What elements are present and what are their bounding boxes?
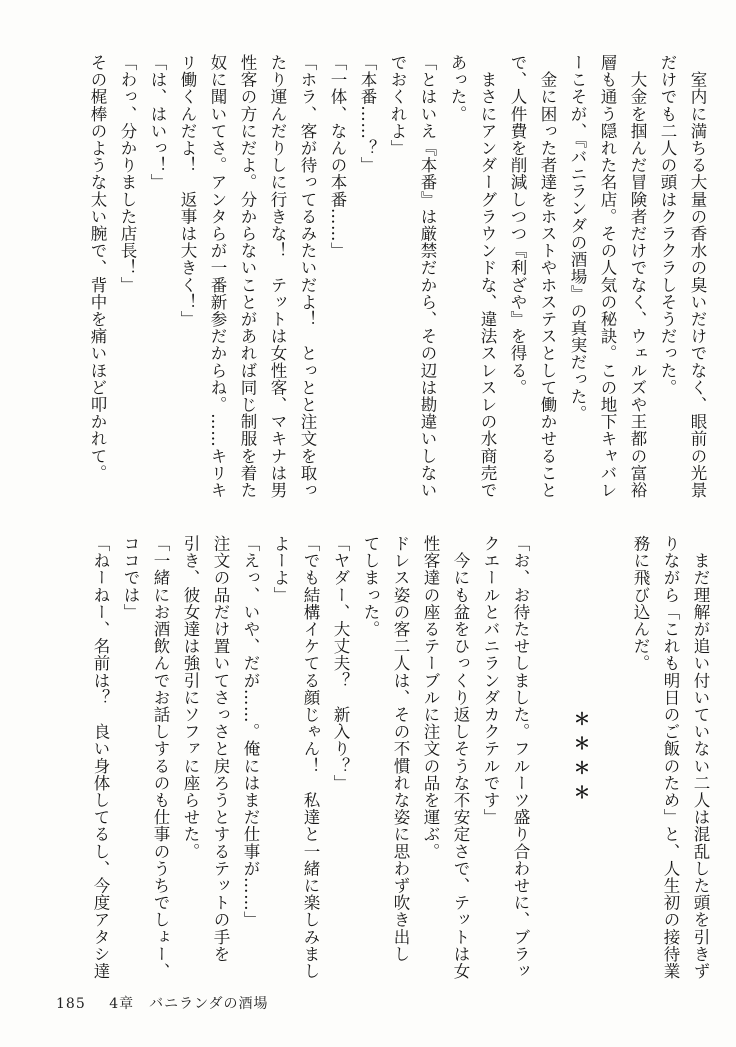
text-line: 今にも盆をひっくり返しそうな不安定さで、テットは女 (451, 535, 470, 980)
text-line: 務に飛び込んだ。 (631, 535, 650, 672)
text-line: 「えっ、いや、だが……。俺にはまだ仕事が……」 (241, 535, 260, 929)
bottom-text-block (85, 535, 715, 980)
text-line: 「一体、なんの本番……」 (328, 54, 347, 260)
top-text-block (82, 54, 712, 499)
text-line: 金に困った者達をホストやホステスとして働かせること (538, 54, 557, 499)
text-line: 室内に満ちる大量の香水の臭いだけでなく、眼前の光景 (688, 54, 707, 499)
text-line: てしまった。 (361, 535, 380, 638)
text-line: たり運んだりしに行きな！ テットは女性客、マキナは男 (268, 54, 287, 499)
page-footer (56, 993, 287, 1013)
text-line: 「ヤダー、大丈夫？ 新入り？」 (331, 535, 350, 792)
text-line: まだ理解が追い付いていない二人は混乱した頭を引きず (691, 535, 710, 980)
text-line: 注文の品だけ置いてさっさと戻ろうとするテットの手を (211, 535, 230, 963)
text-line: 性客の方にだよ。分からないことがあれば同じ制服を着た (238, 54, 257, 499)
text-line: で、人件費を削減しつつ『利ざや』を得る。 (508, 54, 527, 396)
text-line: 「は、はいっ！」 (148, 54, 167, 191)
scene-separator: ＊＊＊＊ (571, 710, 590, 808)
text-line: 「お、お待たせしました。フルーツ盛り合わせに、ブラッ (511, 535, 530, 980)
text-line: ココでは」 (121, 535, 140, 621)
text-line: 「ねーねー、名前は？ 良い身体してるし、今度アタシ達 (91, 535, 110, 980)
text-line: よーよ」 (271, 535, 290, 604)
text-line: 性客達の座るテーブルに注文の品を運ぶ。 (421, 535, 440, 860)
text-line: まさにアンダーグラウンドな、違法スレスレの水商売で (478, 54, 497, 499)
text-line: ーこそが、『バニランダの酒場』の真実だった。 (568, 54, 587, 422)
text-line: でおくれよ」 (388, 54, 407, 157)
text-line: 「とはいえ『本番』は厳禁だから、その辺は勘違いしない (418, 54, 437, 499)
text-line: 層も通う隠れた名店。その人気の秘訣。この地下キャバレ (598, 54, 617, 499)
text-line: りながら「これも明日のご飯のため」と、人生初の接待業 (661, 535, 680, 980)
text-line: 「一緒にお酒飲んでお話しするのも仕事のうちでしょー、 (151, 535, 170, 980)
blank-line (595, 535, 625, 975)
text-line: リ働くんだよ！ 返事は大きく！」 (178, 54, 197, 328)
page-number: 185 (56, 996, 86, 1012)
text-line: クエールとバニランダカクテルです」 (481, 535, 500, 826)
text-line: だけでも二人の頭はクラクラしそうだった。 (658, 54, 677, 396)
blank-line (535, 535, 565, 975)
text-line: 「でも結構イケてる顔じゃん！ 私達と一緒に楽しみまし (301, 535, 320, 980)
text-line: 大金を掴んだ冒険者だけでなく、ウェルズや王都の富裕 (628, 54, 647, 499)
chapter-title: 4章 バニランダの酒場 (109, 996, 269, 1012)
text-line: 「わっ、分かりました店長！」 (118, 54, 137, 294)
text-line: 奴に聞いてさ。アンタらが一番新参だからね。……キリキ (208, 54, 227, 499)
text-line: その梶棒のような太い腕で、背中を痛いほど叩かれて。 (88, 54, 107, 482)
text-line: 「本番……？」 (358, 54, 377, 174)
text-line: 引き、彼女達は強引にソファに座らせた。 (181, 535, 200, 860)
text-line: 「ホラ、客が待ってるみたいだよ！ とっとと注文を取っ (298, 54, 317, 499)
text-line: あった。 (448, 54, 467, 123)
text-line: ドレス姿の客二人は、その不慣れな姿に思わず吹き出し (391, 535, 410, 963)
